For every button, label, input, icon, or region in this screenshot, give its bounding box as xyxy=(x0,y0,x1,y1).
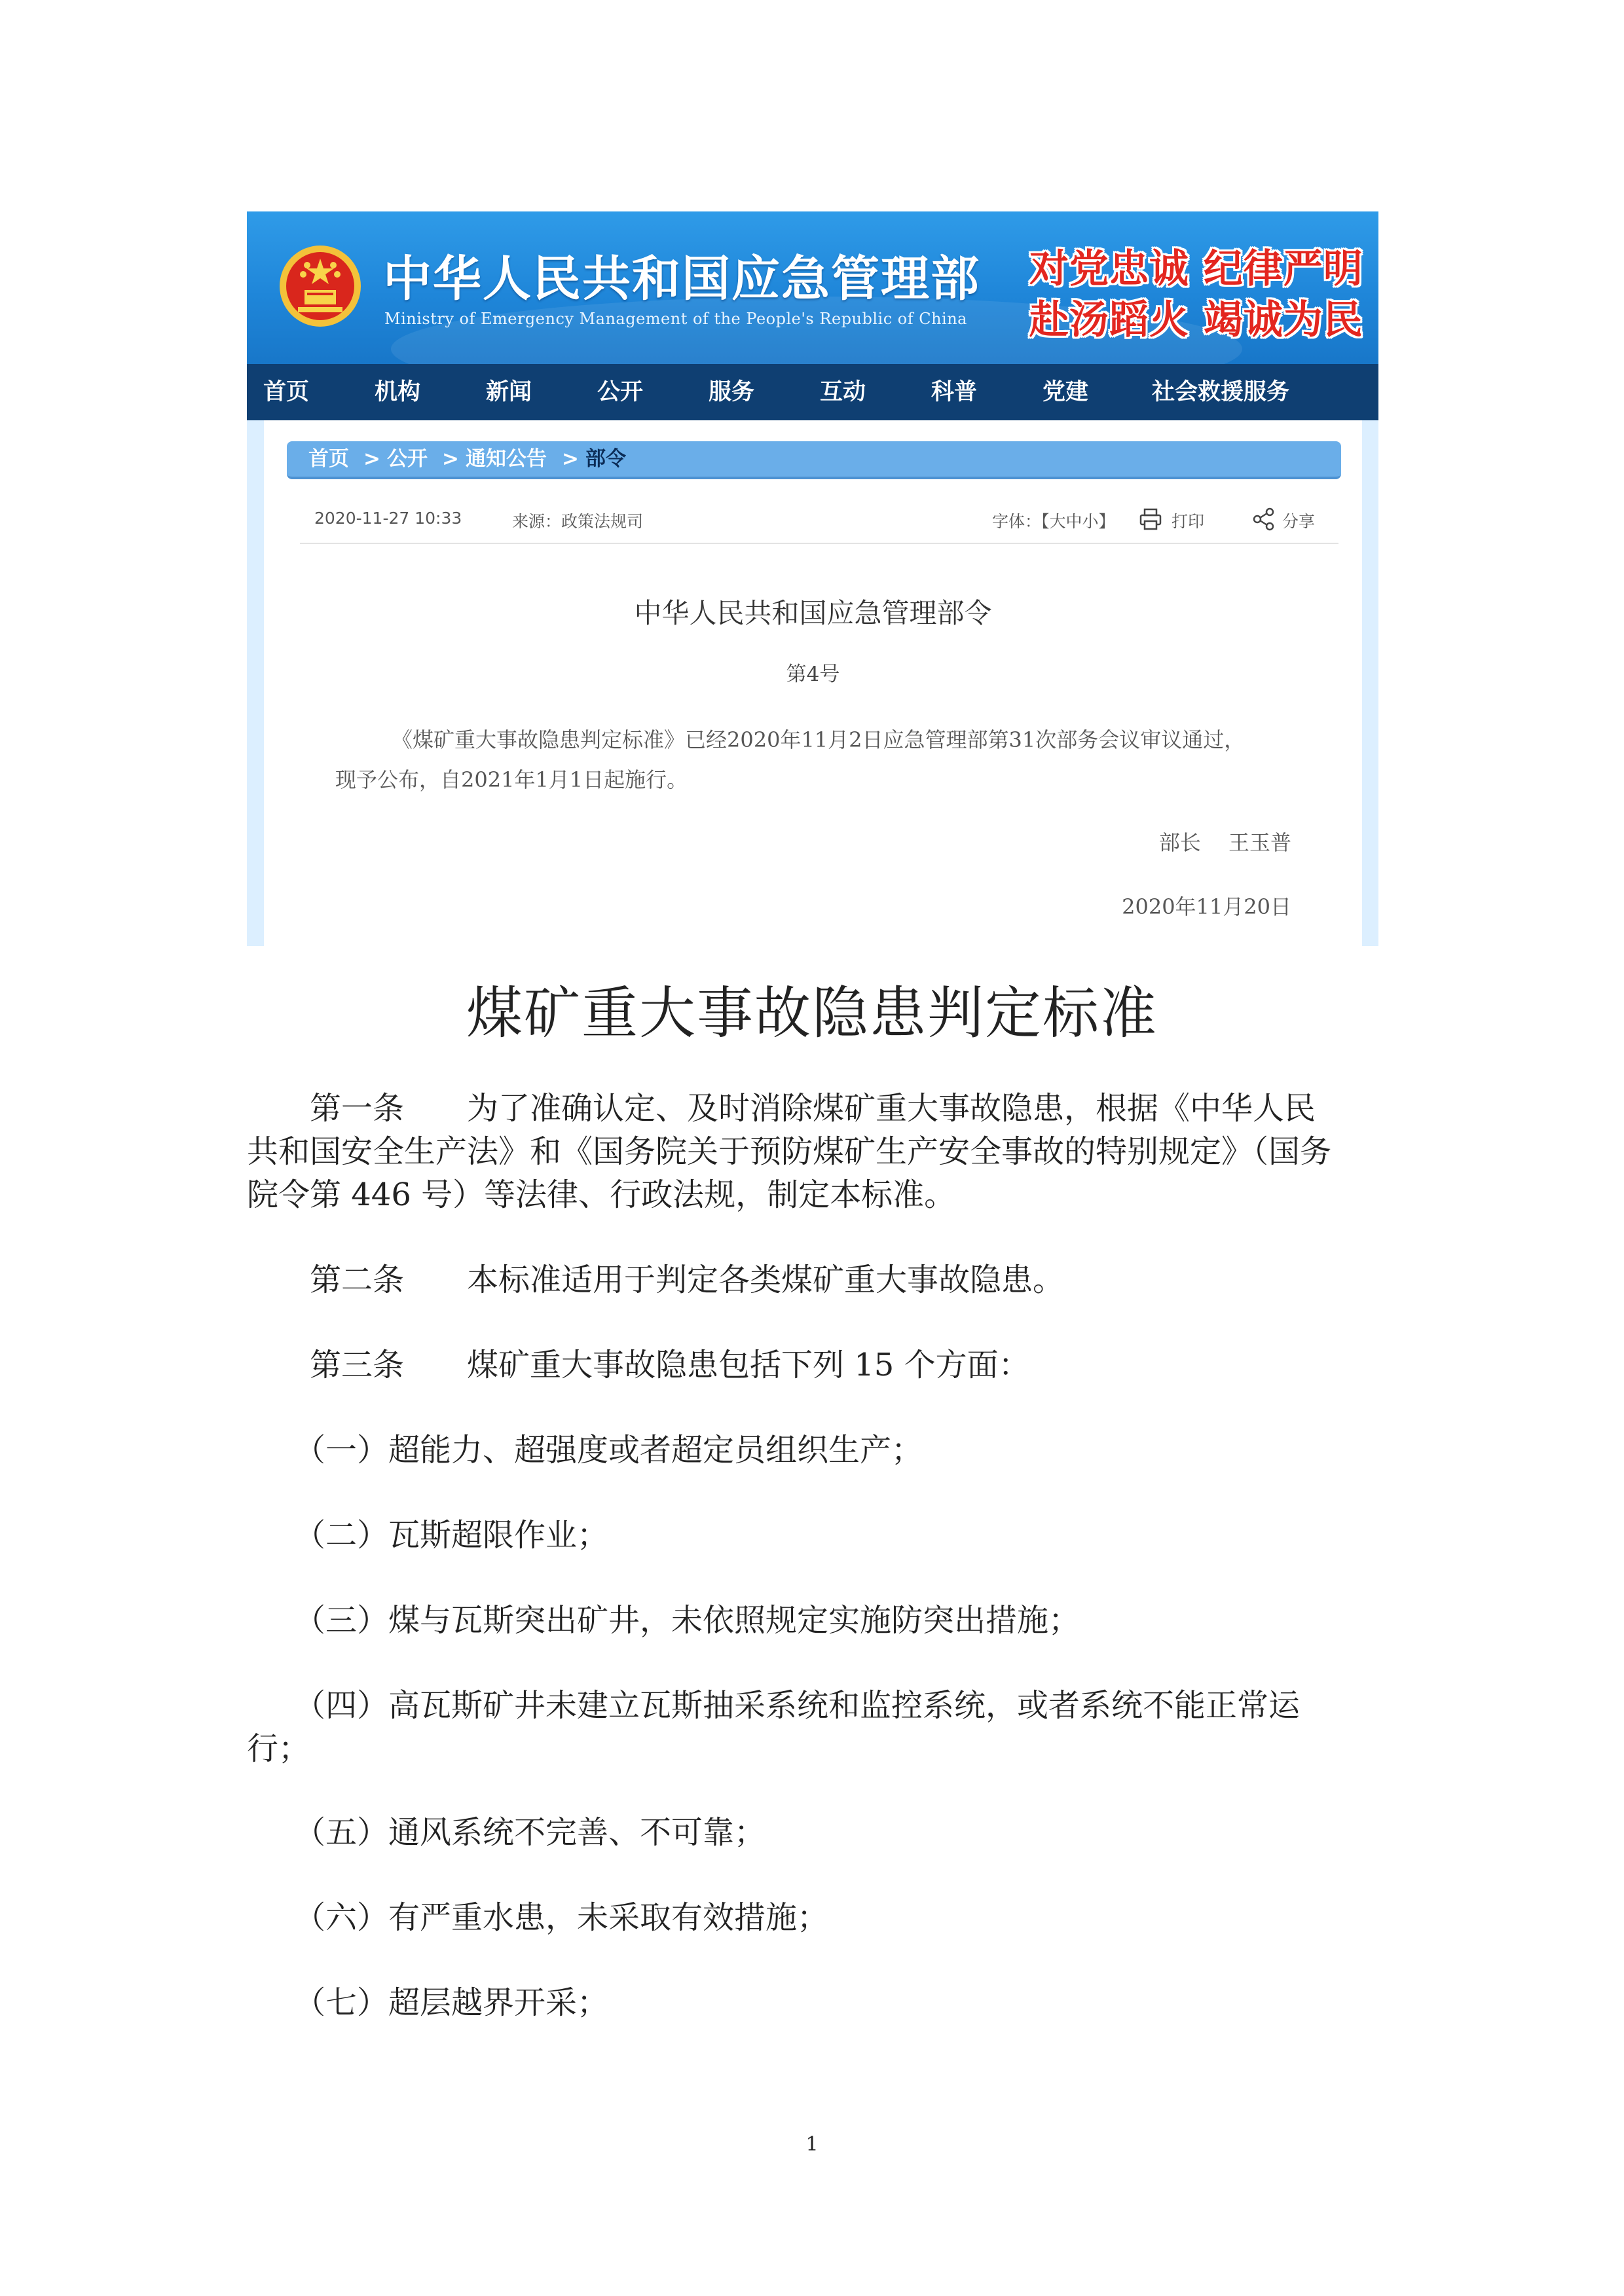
item-2 xyxy=(247,1514,1378,1557)
breadcrumb-separator: > xyxy=(442,447,459,471)
slogan-line-2: 赴汤蹈火 竭诚为民 xyxy=(1029,297,1363,343)
share-link[interactable]: 分享 xyxy=(1282,512,1316,531)
site-title: 中华人民共和国应急管理部 xyxy=(383,251,980,307)
article-source: 来源：政策法规司 xyxy=(512,512,644,531)
nav-item-service[interactable]: 服务 xyxy=(709,379,755,405)
article-3 xyxy=(247,1343,1378,1387)
page-number: 1 xyxy=(805,2133,819,2156)
nav-item-home[interactable]: 首页 xyxy=(263,379,310,405)
order-signer: 部长 王玉普 xyxy=(1158,830,1291,855)
paragraph-line: （四）高瓦斯矿井未建立瓦斯抽采系统和监控系统，或者系统不能正常运 xyxy=(247,1687,1301,1724)
item-4 xyxy=(247,1684,1378,1770)
item-5 xyxy=(247,1811,1378,1854)
breadcrumb-notices[interactable]: 通知公告 xyxy=(466,447,547,471)
paragraph-line: （七）超层越界开采； xyxy=(247,1984,609,2021)
breadcrumb xyxy=(287,441,1341,479)
paragraph-line: 共和国安全生产法》和《国务院关于预防煤矿生产安全事故的特别规定》（国务 xyxy=(247,1133,1332,1170)
slogan-line-1: 对党忠诚 纪律严明 xyxy=(1029,246,1363,292)
nav-item-news[interactable]: 新闻 xyxy=(486,379,532,405)
breadcrumb-home[interactable]: 首页 xyxy=(308,447,349,471)
nav-item-science[interactable]: 科普 xyxy=(931,379,978,405)
nav-item-interaction[interactable]: 互动 xyxy=(820,379,866,405)
paragraph-line: 第三条 煤矿重大事故隐患包括下列 15 个方面： xyxy=(247,1347,1030,1383)
site-subtitle: Ministry of Emergency Management of the People's Republic of China xyxy=(384,310,967,328)
breadcrumb-public[interactable]: 公开 xyxy=(387,447,428,471)
publish-datetime: 2020-11-27 10:33 xyxy=(314,509,462,528)
share-icon[interactable] xyxy=(1251,507,1276,532)
nav-item-organization[interactable]: 机构 xyxy=(375,379,421,405)
article-panel xyxy=(264,420,1362,946)
national-emblem-icon xyxy=(278,244,362,328)
website-screenshot xyxy=(247,211,1378,946)
meta-divider xyxy=(300,543,1338,544)
breadcrumb-current: 部令 xyxy=(585,447,626,471)
nav-item-rescue-service[interactable]: 社会救援服务 xyxy=(1152,379,1290,405)
nav-item-party[interactable]: 党建 xyxy=(1043,379,1089,405)
paragraph-line: （六）有严重水患，未采取有效措施； xyxy=(247,1899,829,1936)
order-number: 第4号 xyxy=(786,663,840,686)
item-1 xyxy=(247,1429,1378,1472)
order-title: 中华人民共和国应急管理部令 xyxy=(634,597,992,629)
font-size-selector[interactable]: 字体：【大中小】 xyxy=(992,512,1115,531)
breadcrumb-separator: > xyxy=(562,447,579,471)
main-nav xyxy=(247,364,1378,420)
paragraph-line: 行； xyxy=(247,1730,310,1767)
article-2 xyxy=(247,1258,1378,1302)
breadcrumb-separator: > xyxy=(363,447,380,471)
paragraph-line: 院令第 446 号）等法律、行政法规，制定本标准。 xyxy=(247,1176,956,1213)
paragraph-line: （三）煤与瓦斯突出矿井，未依照规定实施防突出措施； xyxy=(247,1602,1080,1639)
paragraph-line: （一）超能力、超强度或者超定员组织生产； xyxy=(247,1432,923,1468)
paragraph-line: （二）瓦斯超限作业； xyxy=(247,1517,609,1554)
site-banner xyxy=(247,211,1378,364)
print-link[interactable]: 打印 xyxy=(1172,512,1205,531)
nav-item-public[interactable]: 公开 xyxy=(597,379,644,405)
article-1 xyxy=(247,1087,1378,1216)
item-7 xyxy=(247,1981,1378,2024)
document-title: 煤矿重大事故隐患判定标准 xyxy=(466,981,1158,1046)
paragraph-line: 第二条 本标准适用于判定各类煤矿重大事故隐患。 xyxy=(247,1262,1065,1298)
paragraph-line: 第一条 为了准确认定、及时消除煤矿重大事故隐患，根据《中华人民 xyxy=(247,1090,1316,1127)
order-body-line-2: 现予公布，自2021年1月1日起施行。 xyxy=(335,767,688,792)
order-body-line-1: 《煤矿重大事故隐患判定标准》已经2020年11月2日应急管理部第31次部务会议审议通过， xyxy=(392,727,1246,752)
paragraph-line: （五）通风系统不完善、不可靠； xyxy=(247,1814,766,1851)
printer-icon[interactable] xyxy=(1138,507,1163,532)
order-date: 2020年11月20日 xyxy=(1122,894,1291,919)
item-6 xyxy=(247,1896,1378,1939)
item-3 xyxy=(247,1599,1378,1642)
